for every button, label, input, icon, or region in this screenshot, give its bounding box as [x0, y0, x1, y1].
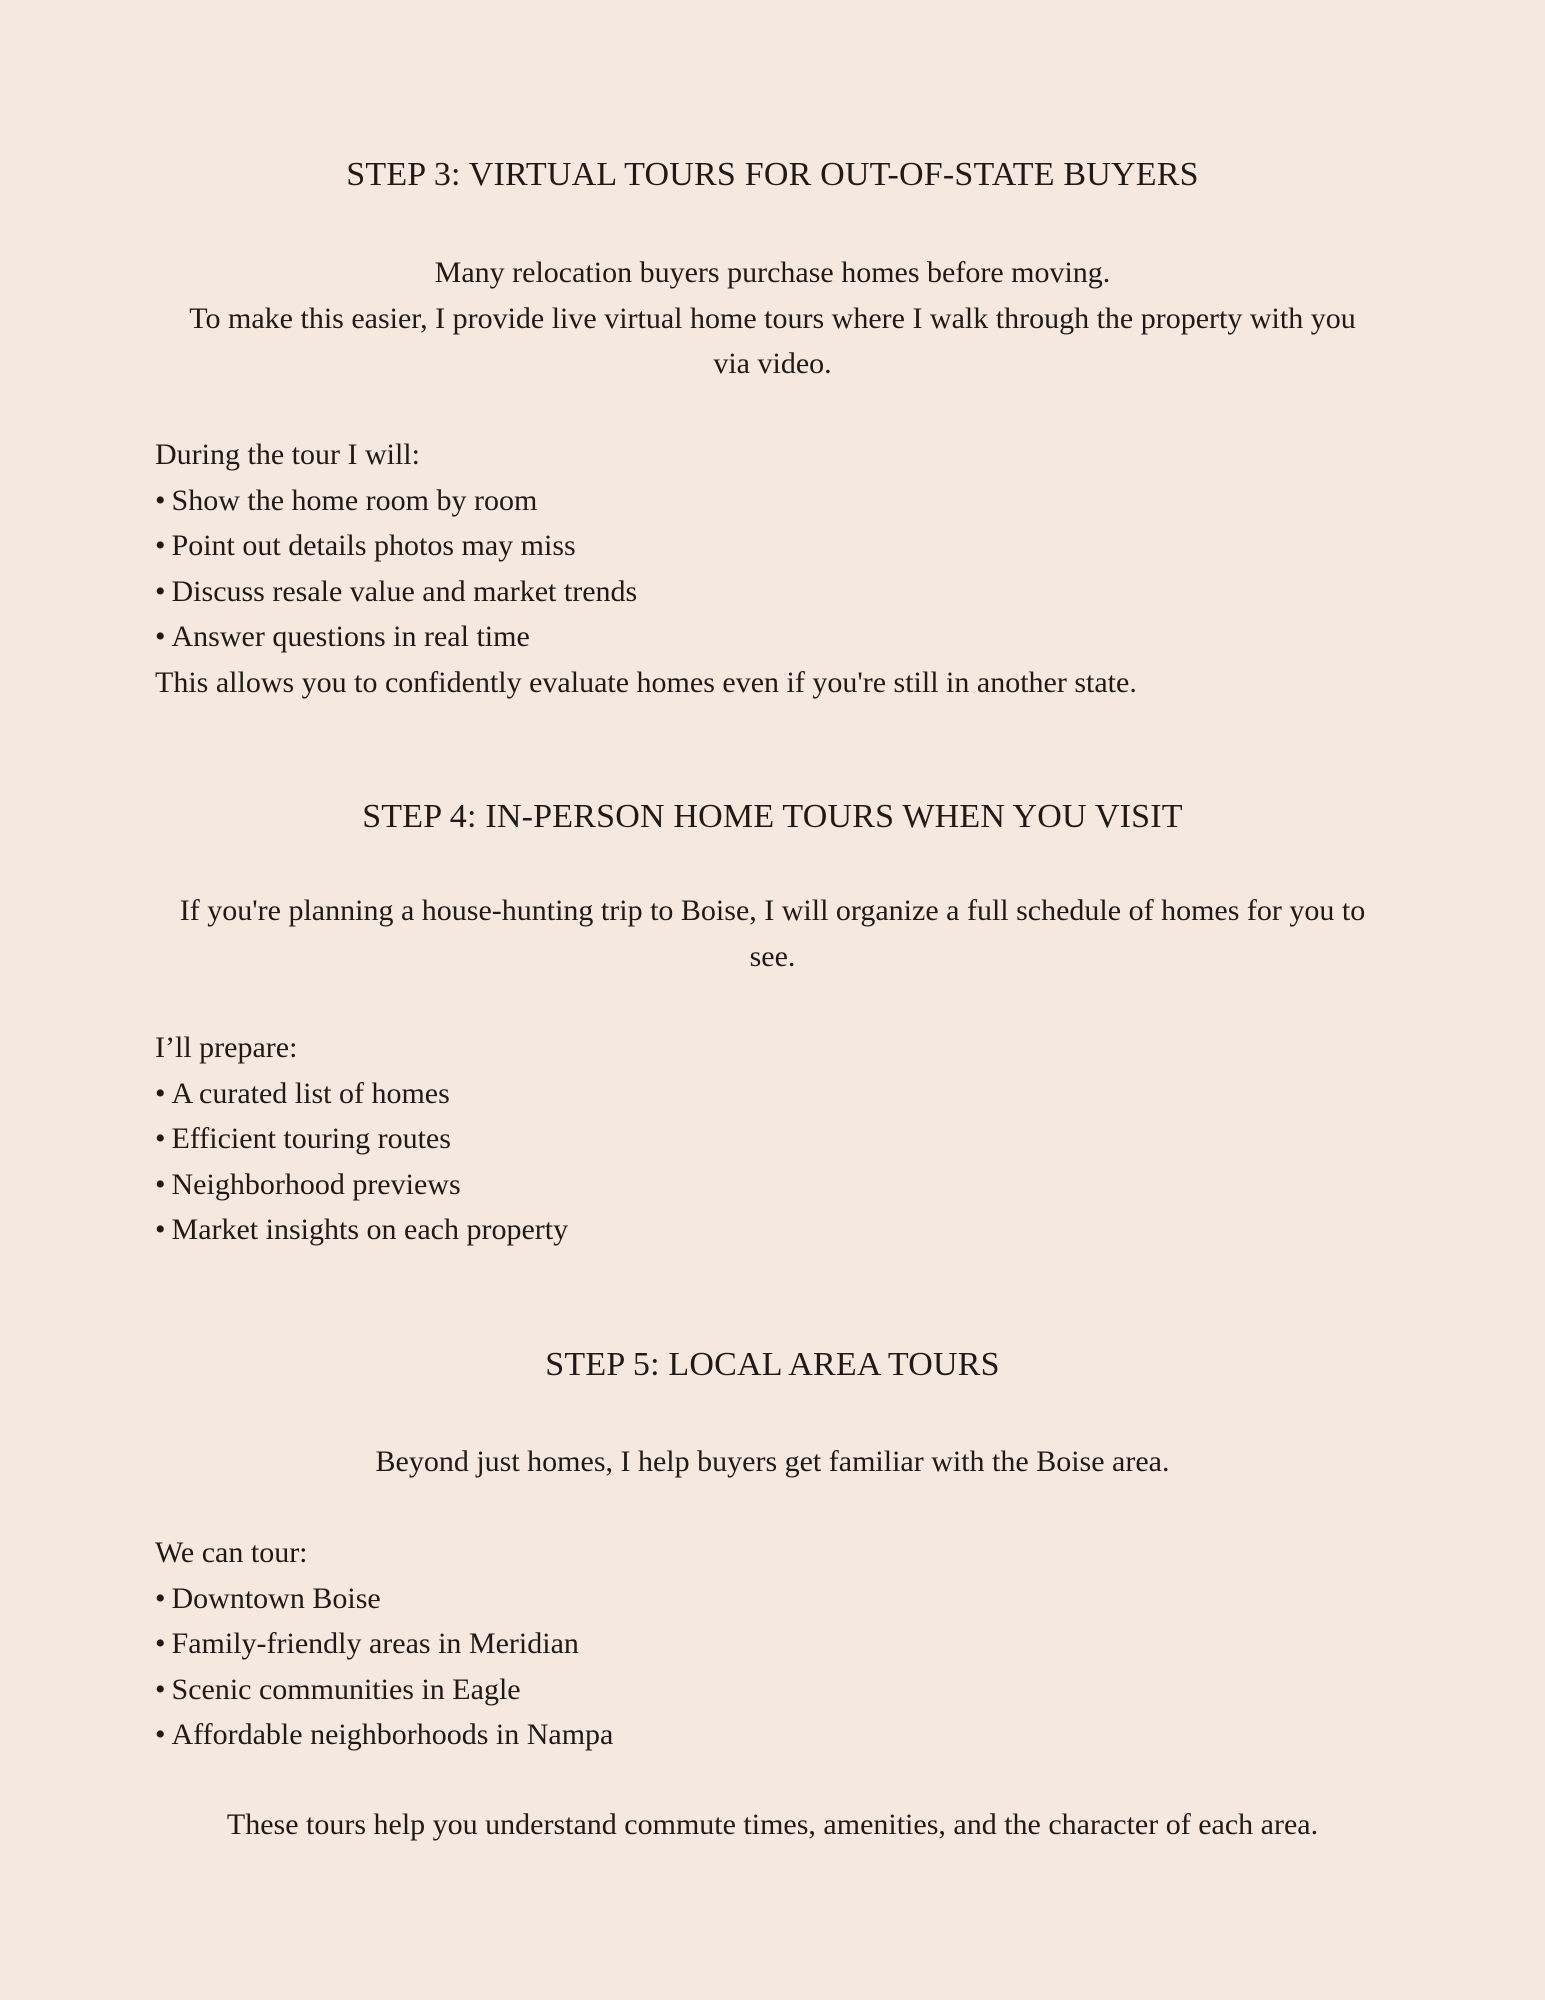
list-item: • Scenic communities in Eagle — [155, 1672, 521, 1706]
step-4-section — [155, 797, 1390, 837]
step-3-list — [155, 478, 1390, 660]
bullet-icon: • — [155, 1076, 166, 1110]
step-5-section — [155, 1345, 1390, 1385]
step-5-closing: These tours help you understand commute times, amenities, and the character of each area. — [226, 1808, 1319, 1841]
step-5-closing-block — [155, 1802, 1390, 1848]
step-5-intro: Beyond just homes, I help buyers get familiar with the Boise area. — [375, 1445, 1170, 1478]
bullet-icon: • — [155, 620, 166, 653]
step-3-intro-line-1: Many relocation buyers purchase homes before moving. — [434, 256, 1111, 289]
list-item: • Downtown Boise — [155, 1581, 381, 1615]
bullet-icon: • — [155, 1718, 166, 1751]
step-4-list-intro: I’ll prepare: — [155, 1031, 298, 1064]
step-5-list-block — [155, 1530, 1390, 1758]
step-4-heading: STEP 4: IN-PERSON HOME TOURS WHEN YOU VISIT — [362, 798, 1183, 835]
step-3-closing: This allows you to confidently evaluate homes even if you're still in another state. — [155, 665, 1137, 699]
step-4-intro: If you're planning a house-hunting trip to Boise, I will organize a full schedule of homes for you to see. — [179, 894, 1366, 973]
list-item: • A curated list of homes — [155, 1076, 450, 1110]
step-3-intro-line-2: To make this easier, I provide live virtual home tours where I walk through the property with you via video. — [189, 301, 1356, 380]
bullet-icon: • — [155, 529, 166, 562]
step-5-list — [155, 1576, 1390, 1758]
bullet-icon: • — [155, 574, 166, 608]
bullet-icon: • — [155, 1672, 166, 1706]
bullet-icon: • — [155, 1167, 166, 1201]
step-3-intro — [155, 250, 1390, 387]
step-4-list — [155, 1071, 1390, 1253]
list-item: • Family-friendly areas in Meridian — [155, 1627, 579, 1660]
step-3-section — [155, 155, 1390, 195]
step-5-list-intro: We can tour: — [155, 1536, 308, 1569]
list-item: • Market insights on each property — [155, 1213, 569, 1246]
step-3-heading: STEP 3: VIRTUAL TOURS FOR OUT-OF-STATE BUYERS — [346, 156, 1199, 193]
step-4-list-block — [155, 1025, 1390, 1253]
step-3-list-intro: During the tour I will: — [155, 438, 420, 471]
bullet-icon: • — [155, 483, 166, 517]
bullet-icon: • — [155, 1627, 166, 1660]
list-item: • Show the home room by room — [155, 483, 538, 517]
list-item: • Point out details photos may miss — [155, 529, 576, 562]
list-item: • Discuss resale value and market trends — [155, 574, 638, 608]
list-item: • Neighborhood previews — [155, 1167, 461, 1201]
step-3-list-block — [155, 432, 1390, 705]
step-5-heading: STEP 5: LOCAL AREA TOURS — [545, 1346, 1000, 1383]
step-5-intro-block — [155, 1439, 1390, 1485]
bullet-icon: • — [155, 1581, 166, 1615]
step-4-intro-block — [155, 888, 1390, 979]
list-item: • Affordable neighborhoods in Nampa — [155, 1718, 614, 1751]
list-item: • Answer questions in real time — [155, 620, 530, 653]
bullet-icon: • — [155, 1122, 166, 1155]
list-item: • Efficient touring routes — [155, 1122, 451, 1155]
bullet-icon: • — [155, 1213, 166, 1246]
